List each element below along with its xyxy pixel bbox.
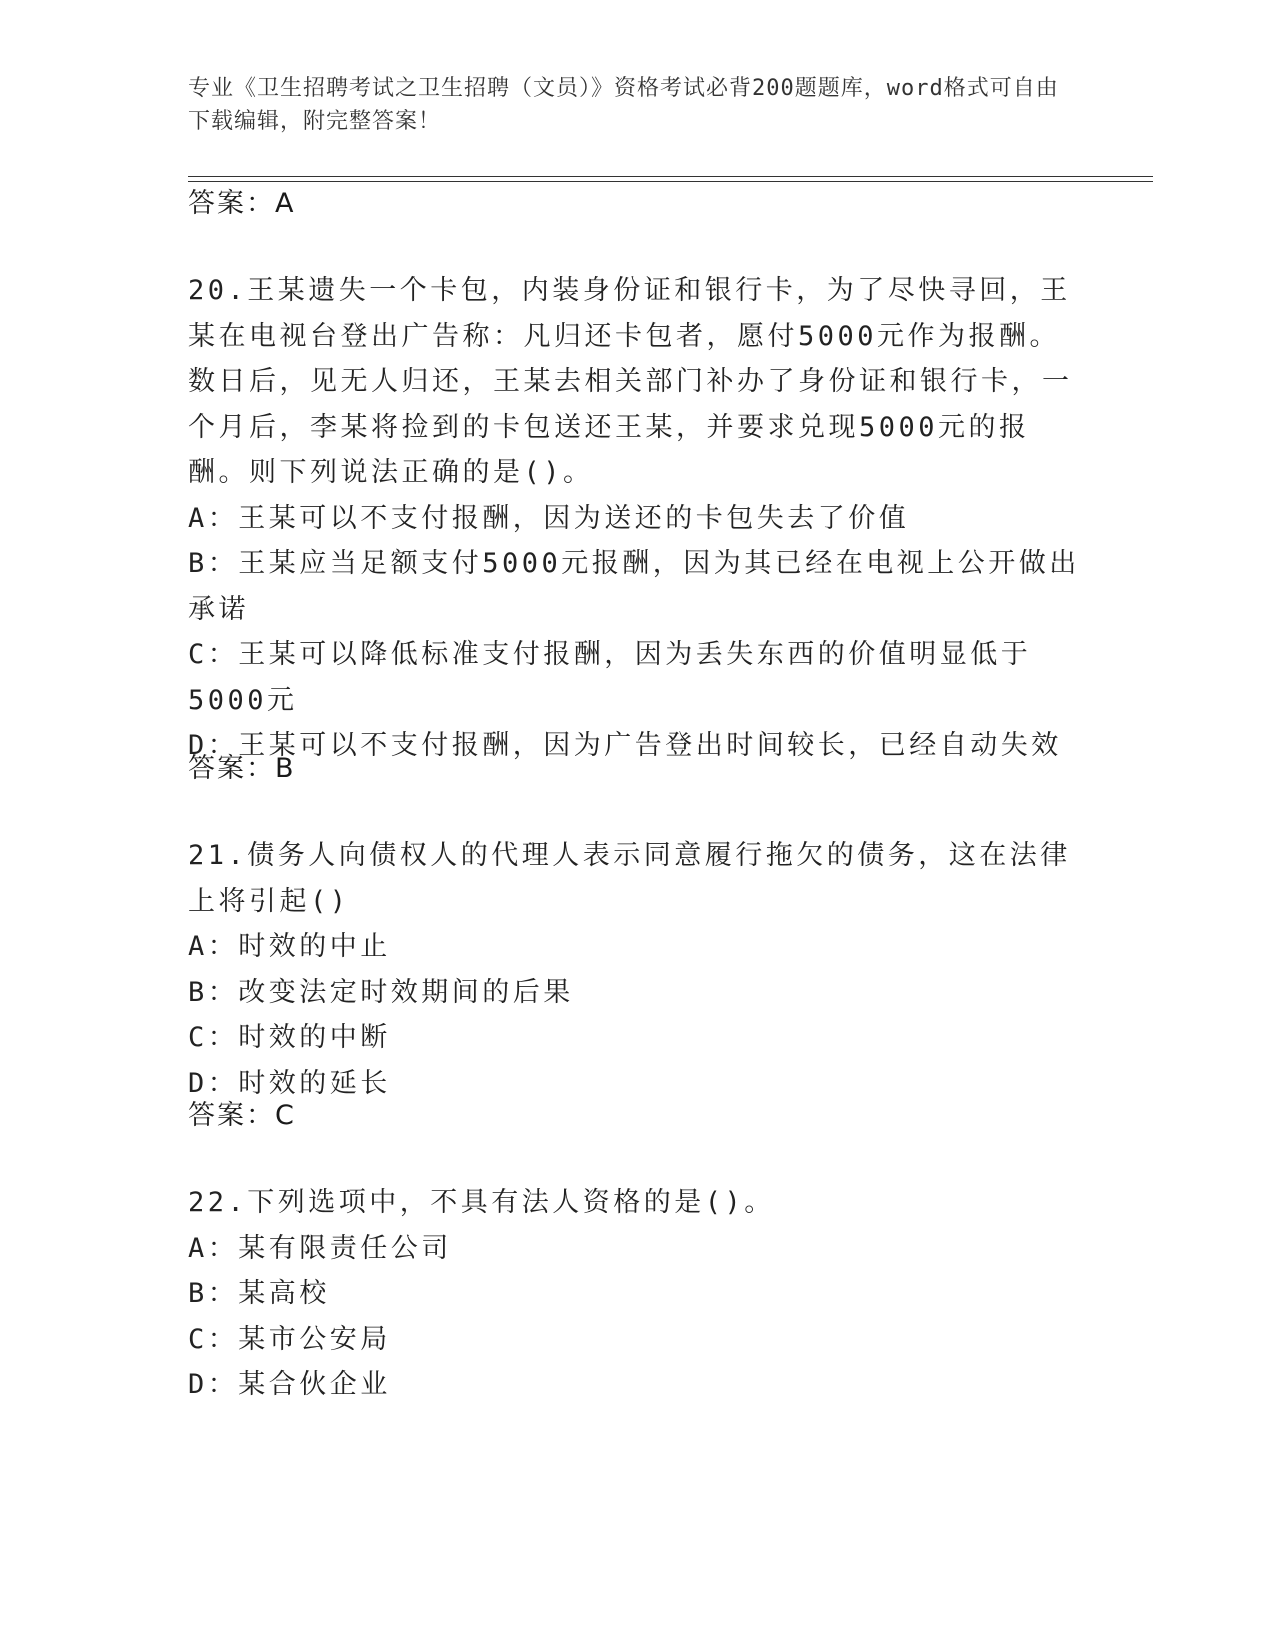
answer-previous: 答案：A bbox=[188, 188, 296, 219]
option-d: D：时效的延长 bbox=[188, 1067, 391, 1099]
option-c: C：王某可以降低标准支付报酬，因为丢失东西的价值明显低于5000元 bbox=[188, 639, 1032, 716]
option-b: B：改变法定时效期间的后果 bbox=[188, 976, 574, 1008]
option-d: D：王某可以不支付报酬，因为广告登出时间较长，已经自动失效 bbox=[188, 730, 1062, 761]
option-d: D：某合伙企业 bbox=[188, 1369, 391, 1400]
option-a: A：时效的中止 bbox=[188, 931, 391, 962]
header-rule-bottom bbox=[188, 181, 1153, 182]
question-21 bbox=[188, 833, 1088, 1106]
question-22 bbox=[188, 1180, 1088, 1408]
option-b: B：王某应当足额支付5000元报酬，因为其已经在电视上公开做出承诺 bbox=[188, 548, 1080, 625]
option-a: A：王某可以不支付报酬，因为送还的卡包失去了价值 bbox=[188, 502, 910, 534]
answer-20: 答案：B bbox=[188, 753, 296, 784]
header-rule-top bbox=[188, 176, 1153, 177]
option-b: B：某高校 bbox=[188, 1278, 330, 1309]
option-c: C：某市公安局 bbox=[188, 1323, 391, 1355]
question-text: 20.王某遗失一个卡包，内装身份证和银行卡，为了尽快寻回，王某在电视台登出广告称：凡归还卡包者，愿付5000元作为报酬。数日后，见无人归还，王某去相关部门补办了身份证和银行卡，一个月后，李某将捡到的卡包送还王某，并要求兑现5000元的报酬。则下列说法正确的是()。 bbox=[188, 275, 1073, 488]
question-text: 22.下列选项中，不具有法人资格的是()。 bbox=[188, 1187, 775, 1218]
question-20 bbox=[188, 268, 1088, 769]
question-text: 21.债务人向债权人的代理人表示同意履行拖欠的债务，这在法律上将引起() bbox=[188, 840, 1071, 917]
option-c: C：时效的中断 bbox=[188, 1022, 391, 1053]
answer-21: 答案：C bbox=[188, 1100, 296, 1131]
document-header: 专业《卫生招聘考试之卫生招聘（文员）》资格考试必背200题题库，word格式可自由下载编辑，附完整答案！ bbox=[188, 76, 1059, 134]
option-a: A：某有限责任公司 bbox=[188, 1232, 452, 1264]
